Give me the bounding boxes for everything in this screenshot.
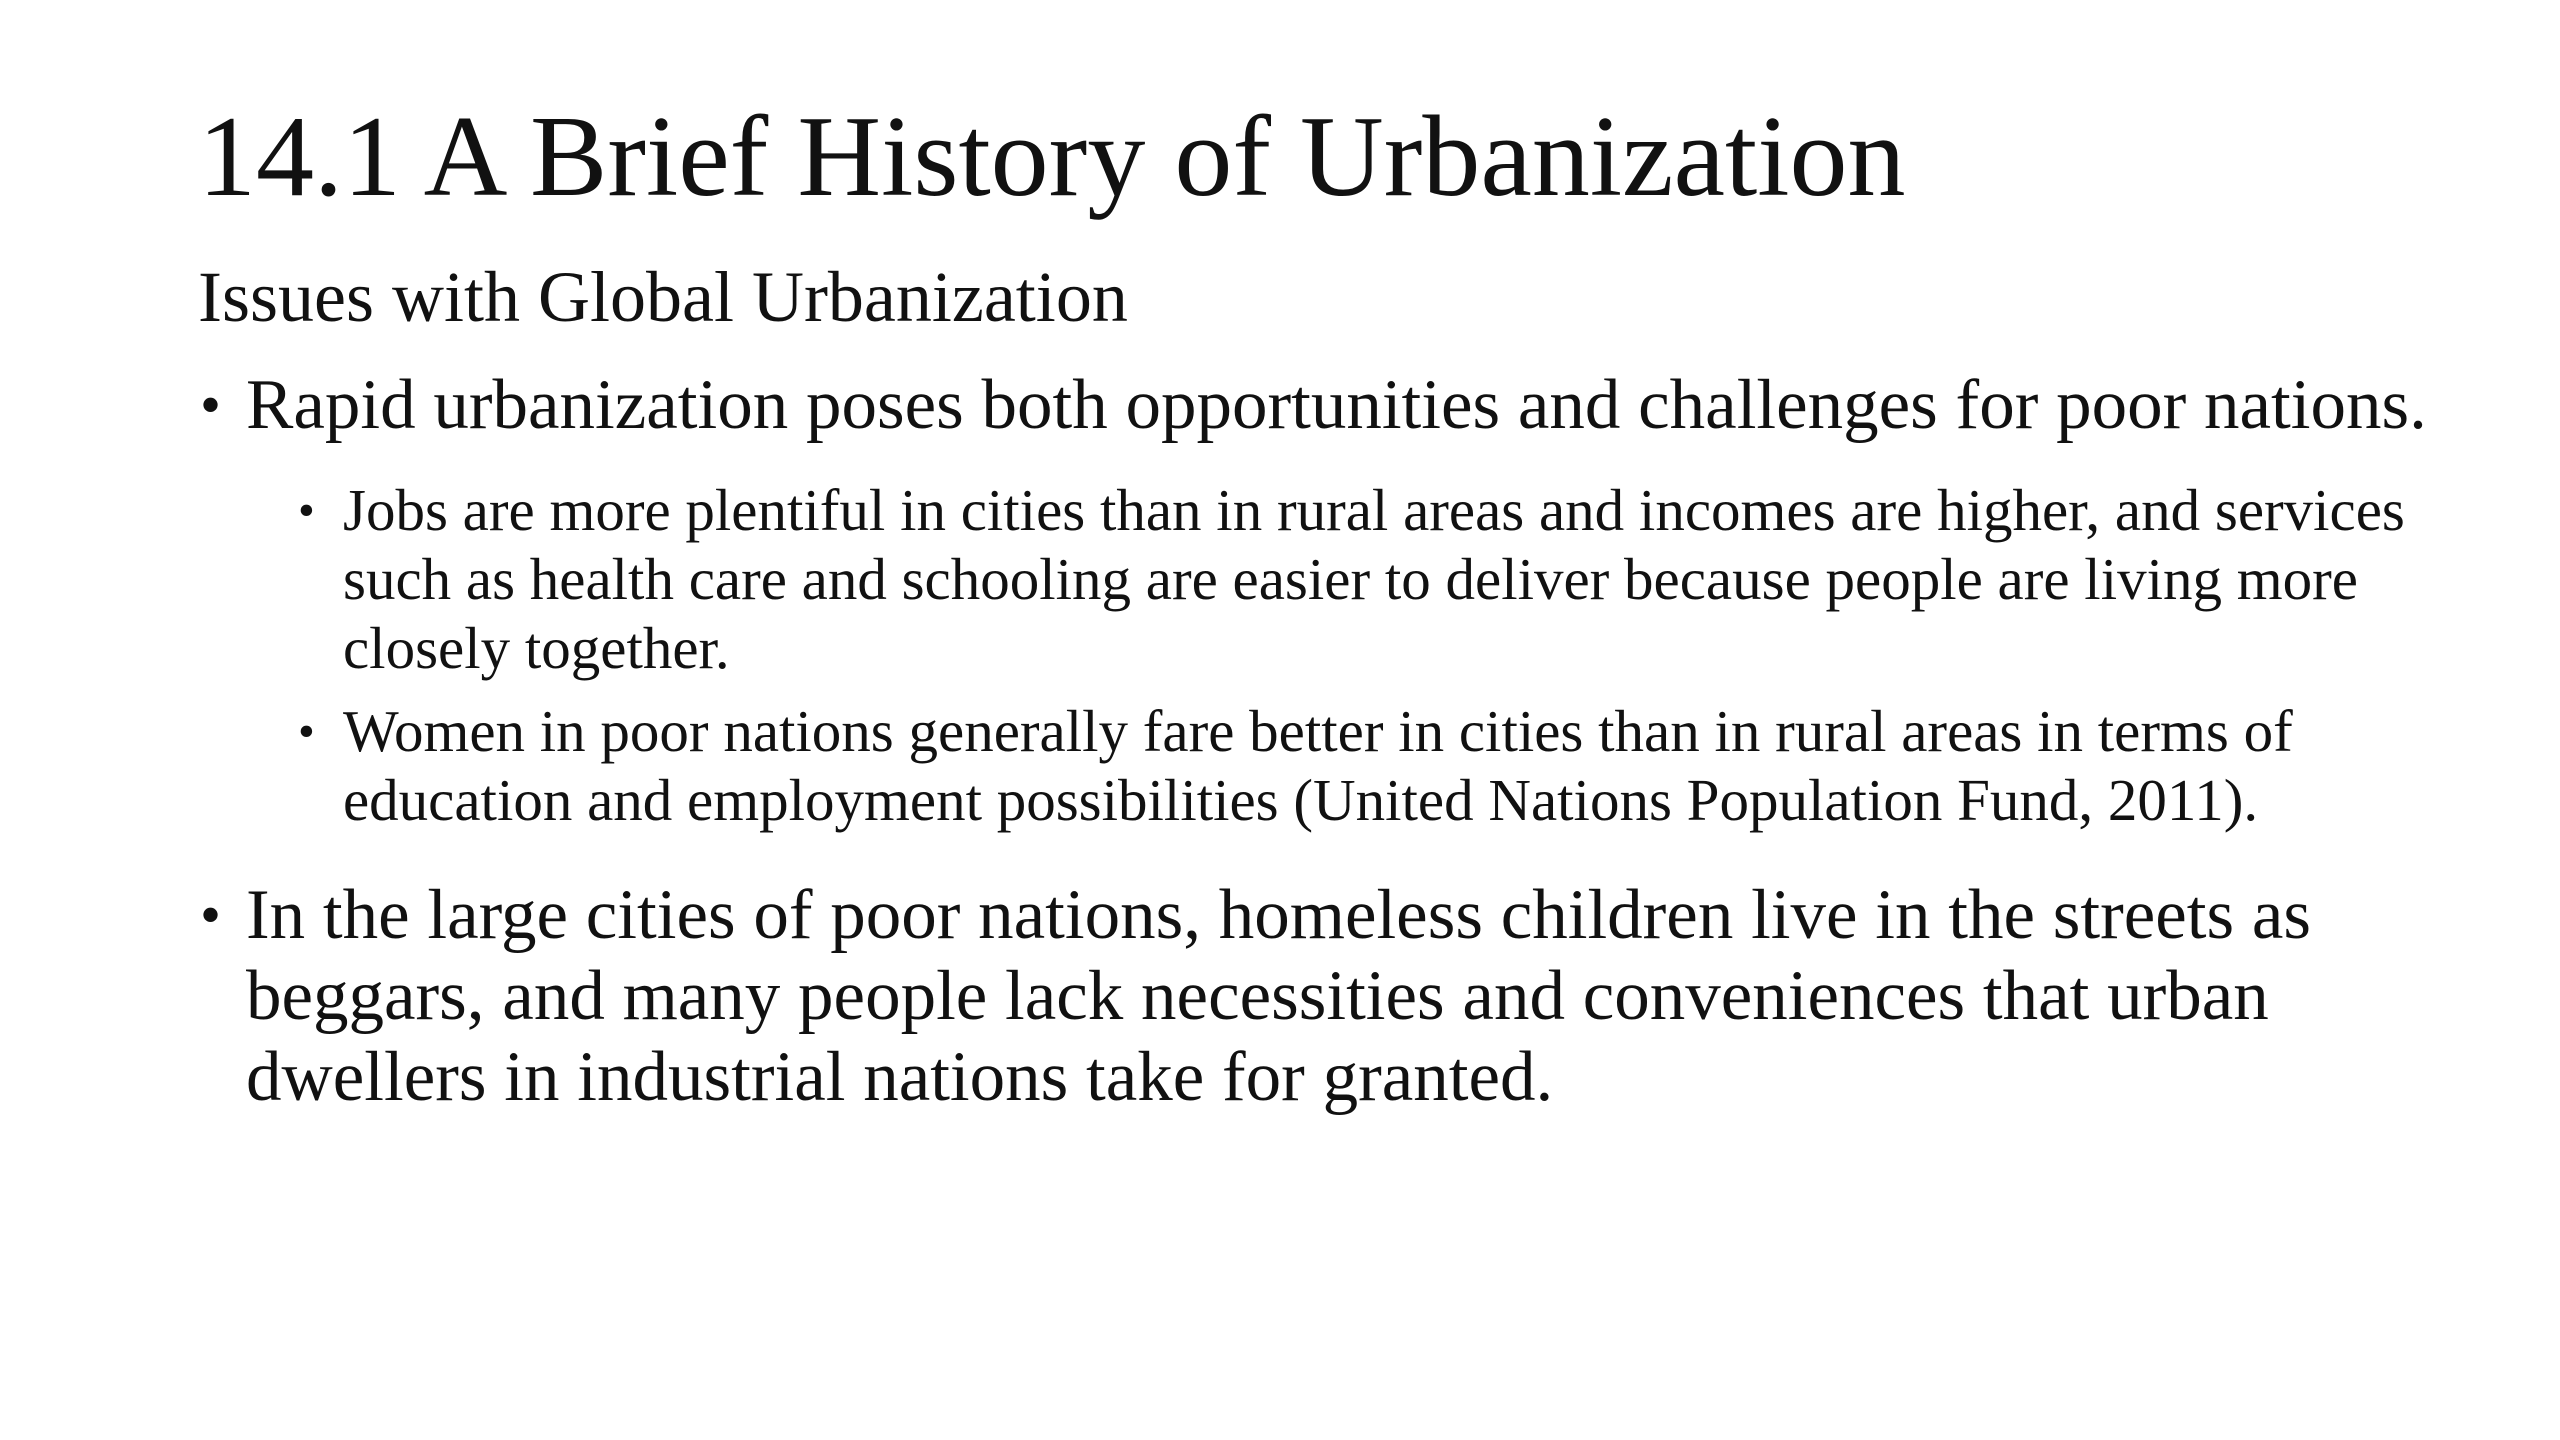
bullet-dot-icon: • xyxy=(200,372,222,438)
bullet-item xyxy=(198,875,2438,1118)
bullet-text: Rapid urbanization poses both opportunities and challenges for poor nations. xyxy=(246,366,2427,444)
sub-bullet-dot-icon: • xyxy=(298,484,315,537)
sub-bullet-text: Women in poor nations generally fare better in cities than in rural areas in terms of education and employment possibilities (United Nations Population Fund, 2011). xyxy=(343,698,2293,833)
slide-title: 14.1 A Brief History of Urbanization xyxy=(198,93,1906,221)
sub-bullet-item xyxy=(198,697,2438,835)
bullet-item xyxy=(198,365,2438,835)
sub-bullet-dot-icon: • xyxy=(298,705,315,758)
bullet-dot-icon: • xyxy=(200,882,222,948)
bullet-text: In the large cities of poor nations, homeless children live in the streets as beggars, and many people lack necessities and conveniences that urban dwellers in industrial nations take for granted. xyxy=(246,876,2312,1116)
sub-bullet-item xyxy=(198,476,2438,683)
slide-content xyxy=(198,365,2438,1158)
bullet-list xyxy=(198,365,2438,1118)
sub-bullet-text: Jobs are more plentiful in cities than in rural areas and incomes are higher, and services such as health care and schooling are easier to deliver because people are living more closely together. xyxy=(343,477,2405,681)
sub-bullet-list xyxy=(198,476,2438,835)
slide-subtitle: Issues with Global Urbanization xyxy=(198,257,1128,337)
